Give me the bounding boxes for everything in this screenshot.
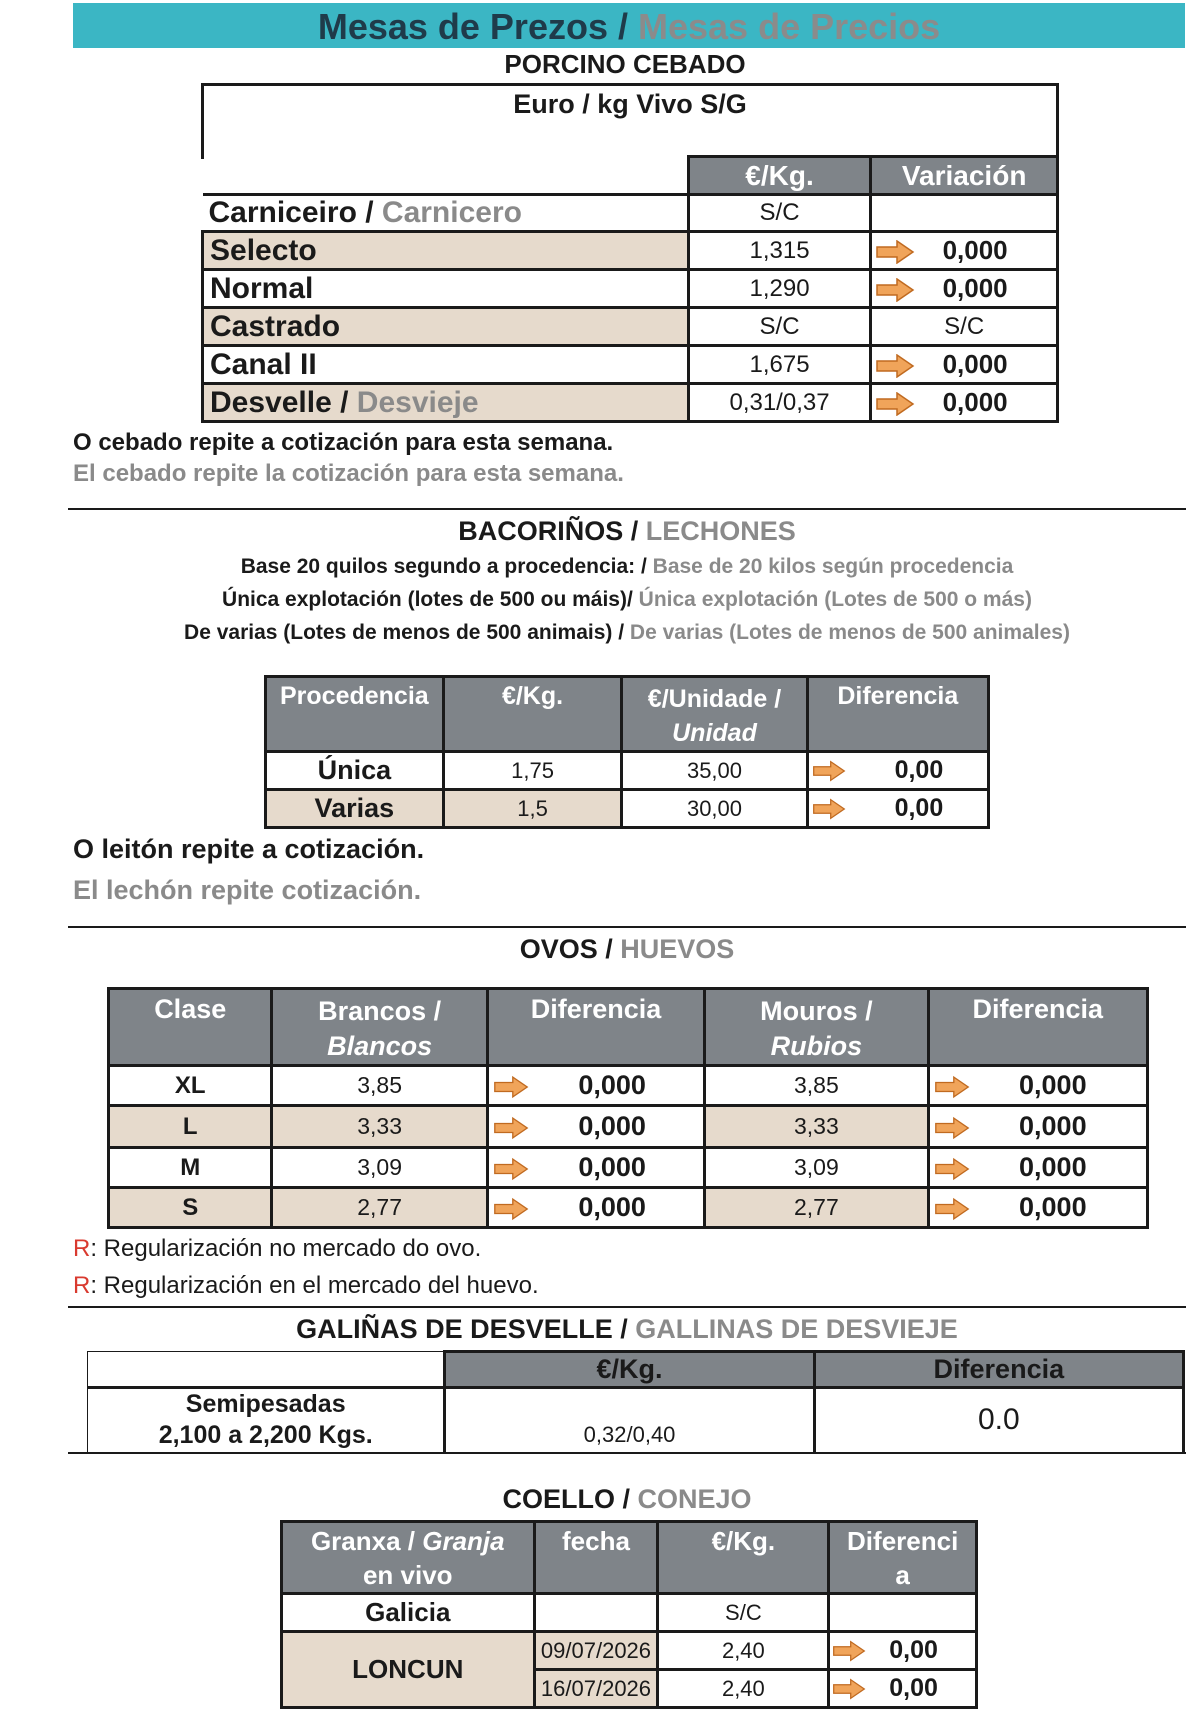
porcino-row-variation: S/C — [871, 308, 1058, 346]
gallinas-header-price: €/Kg. — [445, 1352, 814, 1388]
conejo-galicia-label: Galicia — [282, 1594, 535, 1632]
right-arrow-icon — [493, 1197, 529, 1221]
lechones-row-unit: 35,00 — [622, 752, 807, 790]
conejo-title: COELLO / CONEJO — [502, 1484, 752, 1514]
gallinas-table — [87, 1350, 1185, 1452]
huevos-header-brown: Mouros / Rubios — [705, 989, 928, 1066]
porcino-row-label: Normal — [203, 270, 689, 308]
porcino-row-label: Canal II — [203, 346, 689, 384]
porcino-row-label: Desvelle / Desvieje — [203, 384, 689, 422]
right-arrow-icon — [875, 392, 915, 416]
huevos-note-es: R: Regularización en el mercado del huevo. — [73, 1272, 539, 1299]
porcino-note-es: El cebado repite la cotización para esta semana. — [73, 460, 624, 487]
lechones-row-label: Varias — [266, 790, 444, 828]
conejo-header-fecha: fecha — [534, 1522, 658, 1594]
conejo-header-diff: Diferenci a — [829, 1522, 977, 1594]
table-row — [109, 1148, 1148, 1188]
divider — [68, 1306, 1186, 1308]
right-arrow-icon — [875, 240, 915, 264]
right-arrow-icon — [493, 1157, 529, 1181]
table-row — [88, 1388, 1184, 1452]
porcino-header-blank — [203, 157, 689, 195]
divider — [68, 926, 1186, 928]
lechones-row-diff: 0,00 — [807, 752, 988, 790]
gallinas-row-diff: 0.0 — [814, 1388, 1183, 1452]
right-arrow-icon — [832, 1640, 866, 1662]
porcino-row-price: 1,315 — [688, 232, 871, 270]
conejo-table — [280, 1520, 978, 1709]
huevos-row-diff1: 0,000 — [487, 1188, 704, 1228]
table-row — [203, 384, 1058, 422]
lechones-header-unit: €/Unidade / Unidad — [622, 677, 807, 752]
lechones-row-price: 1,5 — [443, 790, 622, 828]
huevos-header-diff1: Diferencia — [487, 989, 704, 1066]
huevos-row-brown: 2,77 — [705, 1188, 928, 1228]
porcino-row-label: Selecto — [203, 232, 689, 270]
conejo-loncun-diff: 0,00 — [829, 1670, 977, 1708]
huevos-header-diff2: Diferencia — [928, 989, 1148, 1066]
conejo-header-price: €/Kg. — [658, 1522, 829, 1594]
huevos-row-diff2: 0,000 — [928, 1106, 1148, 1148]
porcino-row-variation: 0,000 — [871, 270, 1058, 308]
right-arrow-icon — [934, 1157, 970, 1181]
lechones-title: BACORIÑOS / LECHONES — [458, 516, 796, 546]
huevos-row-white: 2,77 — [272, 1188, 487, 1228]
right-arrow-icon — [875, 354, 915, 378]
gallinas-header-blank — [88, 1352, 445, 1388]
huevos-row-brown: 3,85 — [705, 1066, 928, 1106]
porcino-header-price: €/Kg. — [688, 157, 871, 195]
porcino-row-price: S/C — [688, 195, 871, 232]
right-arrow-icon — [934, 1075, 970, 1099]
porcino-row-price: 1,290 — [688, 270, 871, 308]
right-arrow-icon — [493, 1075, 529, 1099]
conejo-loncun-label: LONCUN — [282, 1632, 535, 1708]
page-banner — [73, 3, 1185, 48]
right-arrow-icon — [875, 278, 915, 302]
lechones-line: Única explotación (lotes de 500 ou máis)/ Única explotación (Lotes de 500 o más) — [222, 588, 1032, 611]
gallinas-title: GALIÑAS DE DESVELLE / GALLINAS DE DESVIEJE — [296, 1314, 958, 1344]
table-row — [282, 1632, 977, 1670]
gallinas-header-diff: Diferencia — [814, 1352, 1183, 1388]
huevos-row-diff1: 0,000 — [487, 1066, 704, 1106]
porcino-row-price: 1,675 — [688, 346, 871, 384]
table-row — [203, 195, 1058, 232]
banner-title-es: Mesas de Precios — [638, 6, 941, 47]
porcino-row-variation: 0,000 — [871, 232, 1058, 270]
huevos-header-clase: Clase — [109, 989, 272, 1066]
lechones-line: Base 20 quilos segundo a procedencia: / Base de 20 kilos según procedencia — [240, 555, 1014, 578]
lechones-header-procedencia: Procedencia — [266, 677, 444, 752]
porcino-row-price: 0,31/0,37 — [688, 384, 871, 422]
porcino-row-variation: 0,000 — [871, 346, 1058, 384]
right-arrow-icon — [934, 1116, 970, 1140]
lechones-header-diff: Diferencia — [807, 677, 988, 752]
right-arrow-icon — [812, 760, 846, 782]
conejo-loncun-price: 2,40 — [658, 1670, 829, 1708]
table-row — [109, 1066, 1148, 1106]
lechones-row-label: Única — [266, 752, 444, 790]
huevos-row-clase: S — [109, 1188, 272, 1228]
divider — [68, 1452, 1186, 1454]
table-row — [282, 1594, 977, 1632]
conejo-loncun-fecha: 09/07/2026 — [534, 1632, 658, 1670]
porcino-unit: Euro / kg Vivo S/G — [513, 89, 747, 119]
conejo-loncun-price: 2,40 — [658, 1632, 829, 1670]
porcino-row-label: Carniceiro / Carnicero — [203, 195, 689, 232]
right-arrow-icon — [832, 1678, 866, 1700]
huevos-row-clase: XL — [109, 1066, 272, 1106]
lechones-row-price: 1,75 — [443, 752, 622, 790]
huevos-table — [107, 987, 1149, 1229]
huevos-row-diff2: 0,000 — [928, 1188, 1148, 1228]
huevos-row-clase: M — [109, 1148, 272, 1188]
gallinas-row-label: Semipesadas 2,100 a 2,200 Kgs. — [88, 1388, 445, 1452]
table-row — [203, 270, 1058, 308]
lechones-note-gl: O leitón repite a cotización. — [73, 834, 425, 864]
porcino-row-price: S/C — [688, 308, 871, 346]
porcino-row-variation — [871, 195, 1058, 232]
porcino-header-variation: Variación — [871, 157, 1058, 195]
conejo-loncun-fecha: 16/07/2026 — [534, 1670, 658, 1708]
huevos-row-diff2: 0,000 — [928, 1148, 1148, 1188]
lechones-line: De varias (Lotes de menos de 500 animais) / De varias (Lotes de menos de 500 animales) — [184, 621, 1070, 644]
huevos-row-white: 3,85 — [272, 1066, 487, 1106]
table-row — [203, 346, 1058, 384]
conejo-galicia-diff — [829, 1594, 977, 1632]
huevos-note-gl: R: Regularización no mercado do ovo. — [73, 1235, 482, 1262]
table-row — [203, 308, 1058, 346]
gallinas-row-price: 0,32/0,40 — [445, 1388, 814, 1452]
porcino-unit-box — [201, 83, 1059, 159]
table-row — [109, 1106, 1148, 1148]
huevos-row-diff1: 0,000 — [487, 1148, 704, 1188]
huevos-row-diff2: 0,000 — [928, 1066, 1148, 1106]
table-row — [109, 1188, 1148, 1228]
porcino-title: PORCINO CEBADO — [504, 49, 746, 79]
table-row — [203, 232, 1058, 270]
lechones-row-diff: 0,00 — [807, 790, 988, 828]
divider — [68, 508, 1186, 510]
lechones-row-unit: 30,00 — [622, 790, 807, 828]
huevos-row-brown: 3,09 — [705, 1148, 928, 1188]
porcino-table — [201, 155, 1059, 423]
huevos-row-white: 3,33 — [272, 1106, 487, 1148]
huevos-header-white: Brancos / Blancos — [272, 989, 487, 1066]
huevos-row-diff1: 0,000 — [487, 1106, 704, 1148]
lechones-header-price: €/Kg. — [443, 677, 622, 752]
conejo-header-granja: Granxa / Granja en vivo — [282, 1522, 535, 1594]
huevos-row-brown: 3,33 — [705, 1106, 928, 1148]
table-row — [266, 790, 989, 828]
banner-title-gl: Mesas de Prezos / — [317, 6, 628, 47]
conejo-loncun-diff: 0,00 — [829, 1632, 977, 1670]
huevos-row-white: 3,09 — [272, 1148, 487, 1188]
porcino-note-gl: O cebado repite a cotización para esta semana. — [73, 429, 614, 456]
conejo-galicia-fecha — [534, 1594, 658, 1632]
porcino-row-variation: 0,000 — [871, 384, 1058, 422]
right-arrow-icon — [493, 1116, 529, 1140]
porcino-row-label: Castrado — [203, 308, 689, 346]
table-row — [266, 752, 989, 790]
right-arrow-icon — [812, 798, 846, 820]
right-arrow-icon — [934, 1197, 970, 1221]
huevos-title: OVOS / HUEVOS — [519, 934, 735, 964]
conejo-galicia-price: S/C — [658, 1594, 829, 1632]
lechones-note-es: El lechón repite cotización. — [73, 875, 422, 905]
huevos-row-clase: L — [109, 1106, 272, 1148]
lechones-table — [264, 675, 990, 829]
